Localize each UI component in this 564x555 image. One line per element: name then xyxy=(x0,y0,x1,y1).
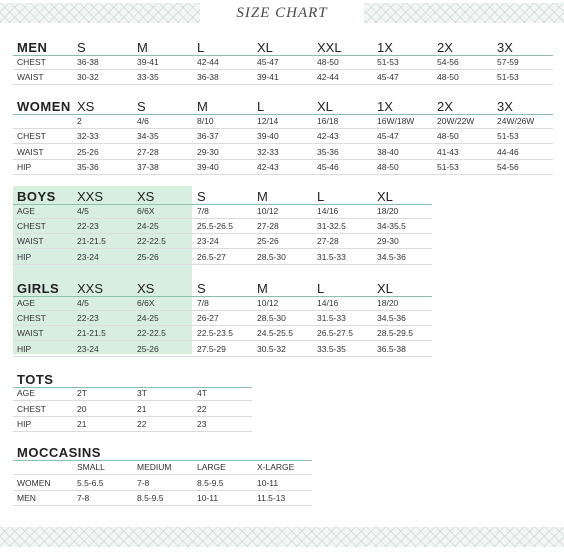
section-title-men: MEN xyxy=(17,40,48,55)
table-cell-men: 42-44 xyxy=(317,72,339,82)
size-header-women: 3X xyxy=(497,99,513,114)
table-cell-girls: 4/5 xyxy=(77,298,89,308)
table-cell-men: 54-56 xyxy=(437,57,459,67)
section-rule-boys xyxy=(13,204,432,205)
table-cell-men: 51-53 xyxy=(377,57,399,67)
section-title-boys: BOYS xyxy=(17,189,56,204)
table-cell-women: 32-33 xyxy=(77,131,99,141)
table-cell-men: 39-41 xyxy=(137,57,159,67)
row-label-girls: CHEST xyxy=(17,313,46,323)
table-cell-women: 2 xyxy=(77,116,82,126)
row-divider xyxy=(13,143,553,144)
size-header-women: 2X xyxy=(437,99,453,114)
size-header-men: L xyxy=(197,40,205,55)
size-header-men: XXL xyxy=(317,40,342,55)
size-header-women: XL xyxy=(317,99,333,114)
table-cell-men: 45-47 xyxy=(257,57,279,67)
table-cell-moccasins: LARGE xyxy=(197,462,226,472)
table-cell-boys: 24-25 xyxy=(137,221,159,231)
row-divider xyxy=(13,84,553,85)
table-cell-boys: 25-26 xyxy=(137,252,159,262)
size-header-women: XS xyxy=(77,99,95,114)
table-cell-women: 35-36 xyxy=(77,162,99,172)
table-cell-boys: 18/20 xyxy=(377,206,399,216)
table-cell-girls: 22-22.5 xyxy=(137,328,166,338)
table-cell-boys: 6/6X xyxy=(137,206,155,216)
section-rule-girls xyxy=(13,296,432,297)
table-cell-boys: 27-28 xyxy=(257,221,279,231)
table-cell-men: 30-32 xyxy=(77,72,99,82)
row-divider xyxy=(13,174,553,175)
table-cell-girls: 22.5-23.5 xyxy=(197,328,233,338)
size-header-men: XL xyxy=(257,40,273,55)
table-cell-boys: 34.5-36 xyxy=(377,252,406,262)
row-label-boys: CHEST xyxy=(17,221,46,231)
table-cell-men: 48-50 xyxy=(437,72,459,82)
table-cell-women: 48-50 xyxy=(437,131,459,141)
table-cell-girls: 33.5-35 xyxy=(317,344,346,354)
table-cell-girls: 18/20 xyxy=(377,298,399,308)
table-cell-men: 51-53 xyxy=(497,72,519,82)
row-divider xyxy=(13,310,432,311)
table-cell-women: 45-47 xyxy=(377,131,399,141)
row-label-tots: CHEST xyxy=(17,404,46,414)
size-header-women: M xyxy=(197,99,208,114)
table-cell-women: 8/10 xyxy=(197,116,214,126)
decorative-band-bottom xyxy=(0,527,564,547)
row-label-tots: HIP xyxy=(17,419,32,429)
table-cell-women: 20W/22W xyxy=(437,116,475,126)
table-cell-men: 39-41 xyxy=(257,72,279,82)
row-label-boys: AGE xyxy=(17,206,35,216)
table-cell-boys: 21-21.5 xyxy=(77,236,106,246)
size-header-men: M xyxy=(137,40,148,55)
table-cell-boys: 23-24 xyxy=(197,236,219,246)
size-header-men: 2X xyxy=(437,40,453,55)
table-cell-women: 35-36 xyxy=(317,147,339,157)
table-cell-moccasins: 10-11 xyxy=(197,493,219,503)
row-divider xyxy=(13,325,432,326)
table-cell-women: 37-38 xyxy=(137,162,159,172)
table-cell-boys: 25.5-26.5 xyxy=(197,221,233,231)
table-cell-women: 48-50 xyxy=(377,162,399,172)
table-cell-women: 42-43 xyxy=(317,131,339,141)
size-header-boys: XXS xyxy=(77,189,104,204)
table-cell-girls: 30.5-32 xyxy=(257,344,286,354)
table-cell-men: 42-44 xyxy=(197,57,219,67)
table-cell-moccasins: MEDIUM xyxy=(137,462,172,472)
size-header-men: S xyxy=(77,40,86,55)
section-rule-moccasins xyxy=(13,460,312,461)
row-label-tots: AGE xyxy=(17,388,35,398)
table-cell-women: 38-40 xyxy=(377,147,399,157)
row-label-moccasins: MEN xyxy=(17,493,36,503)
size-header-girls: S xyxy=(197,281,206,296)
row-divider xyxy=(13,416,252,417)
table-cell-women: 51-53 xyxy=(497,131,519,141)
table-cell-boys: 26.5-27 xyxy=(197,252,226,262)
row-divider xyxy=(13,218,432,219)
row-divider xyxy=(13,474,312,475)
table-cell-moccasins: 7-8 xyxy=(137,478,150,488)
table-cell-girls: 14/16 xyxy=(317,298,339,308)
table-cell-girls: 10/12 xyxy=(257,298,279,308)
table-cell-women: 41-43 xyxy=(437,147,459,157)
table-cell-women: 51-53 xyxy=(437,162,459,172)
size-header-girls: XL xyxy=(377,281,393,296)
row-divider xyxy=(13,505,312,506)
row-label-girls: AGE xyxy=(17,298,35,308)
table-cell-tots: 3T xyxy=(137,388,147,398)
row-label-boys: HIP xyxy=(17,252,32,262)
table-cell-moccasins: 11.5-13 xyxy=(257,493,286,503)
table-cell-girls: 24.5-25.5 xyxy=(257,328,293,338)
table-cell-girls: 6/6X xyxy=(137,298,155,308)
table-cell-women: 25-26 xyxy=(77,147,99,157)
row-label-moccasins: WOMEN xyxy=(17,478,51,488)
table-cell-women: 36-37 xyxy=(197,131,219,141)
table-cell-girls: 31.5-33 xyxy=(317,313,346,323)
row-divider xyxy=(13,340,432,341)
table-cell-women: 39-40 xyxy=(197,162,219,172)
table-cell-tots: 2T xyxy=(77,388,87,398)
table-cell-girls: 21-21.5 xyxy=(77,328,106,338)
size-header-women: 1X xyxy=(377,99,393,114)
row-label-men: WAIST xyxy=(17,72,44,82)
size-header-boys: S xyxy=(197,189,206,204)
table-cell-girls: 24-25 xyxy=(137,313,159,323)
table-cell-women: 44-46 xyxy=(497,147,519,157)
row-divider xyxy=(13,128,553,129)
row-label-girls: HIP xyxy=(17,344,32,354)
table-cell-moccasins: 5.5-6.5 xyxy=(77,478,104,488)
table-cell-girls: 28.5-29.5 xyxy=(377,328,413,338)
table-cell-boys: 28.5-30 xyxy=(257,252,286,262)
table-cell-boys: 23-24 xyxy=(77,252,99,262)
table-cell-girls: 23-24 xyxy=(77,344,99,354)
table-cell-women: 16W/18W xyxy=(377,116,415,126)
row-label-women: CHEST xyxy=(17,131,46,141)
table-cell-women: 16/18 xyxy=(317,116,339,126)
table-cell-girls: 26.5-27.5 xyxy=(317,328,353,338)
section-title-women: WOMEN xyxy=(17,99,71,114)
table-cell-boys: 7/8 xyxy=(197,206,209,216)
row-divider xyxy=(13,233,432,234)
table-cell-boys: 14/16 xyxy=(317,206,339,216)
size-header-men: 3X xyxy=(497,40,513,55)
table-cell-women: 27-28 xyxy=(137,147,159,157)
row-divider xyxy=(13,248,432,249)
table-cell-moccasins: 8.5-9.5 xyxy=(137,493,164,503)
table-cell-moccasins: 10-11 xyxy=(257,478,279,488)
table-cell-moccasins: 7-8 xyxy=(77,493,90,503)
size-header-women: S xyxy=(137,99,146,114)
table-cell-tots: 22 xyxy=(137,419,147,429)
table-cell-women: 4/6 xyxy=(137,116,149,126)
size-header-boys: M xyxy=(257,189,268,204)
table-cell-girls: 26-27 xyxy=(197,313,219,323)
row-label-women: HIP xyxy=(17,162,32,172)
table-cell-tots: 21 xyxy=(77,419,87,429)
table-cell-moccasins: X-LARGE xyxy=(257,462,295,472)
table-cell-women: 54-56 xyxy=(497,162,519,172)
table-cell-women: 24W/26W xyxy=(497,116,535,126)
table-cell-women: 32-33 xyxy=(257,147,279,157)
table-cell-boys: 27-28 xyxy=(317,236,339,246)
table-cell-boys: 4/5 xyxy=(77,206,89,216)
size-header-boys: XS xyxy=(137,189,155,204)
page-title: SIZE CHART xyxy=(200,2,364,24)
table-cell-moccasins: SMALL xyxy=(77,462,105,472)
table-cell-girls: 25-26 xyxy=(137,344,159,354)
table-cell-men: 33-35 xyxy=(137,72,159,82)
table-cell-tots: 22 xyxy=(197,404,207,414)
table-cell-men: 48-50 xyxy=(317,57,339,67)
table-cell-women: 45-46 xyxy=(317,162,339,172)
size-header-girls: L xyxy=(317,281,325,296)
table-cell-tots: 21 xyxy=(137,404,147,414)
table-cell-tots: 4T xyxy=(197,388,207,398)
table-cell-boys: 31.5-33 xyxy=(317,252,346,262)
table-cell-men: 36-38 xyxy=(77,57,99,67)
table-cell-girls: 7/8 xyxy=(197,298,209,308)
table-cell-women: 34-35 xyxy=(137,131,159,141)
section-title-girls: GIRLS xyxy=(17,281,60,296)
row-divider xyxy=(13,356,432,357)
table-cell-boys: 31-32.5 xyxy=(317,221,346,231)
table-cell-tots: 23 xyxy=(197,419,207,429)
row-divider xyxy=(13,490,312,491)
table-cell-moccasins: 8.5-9.5 xyxy=(197,478,224,488)
table-cell-boys: 22-23 xyxy=(77,221,99,231)
table-cell-girls: 36.5-38 xyxy=(377,344,406,354)
row-label-boys: WAIST xyxy=(17,236,44,246)
row-divider xyxy=(13,69,553,70)
row-divider xyxy=(13,264,432,265)
row-divider xyxy=(13,159,553,160)
row-label-women: WAIST xyxy=(17,147,44,157)
table-cell-boys: 34-35.5 xyxy=(377,221,406,231)
table-cell-girls: 28.5-30 xyxy=(257,313,286,323)
size-header-boys: XL xyxy=(377,189,393,204)
section-title-tots: TOTS xyxy=(17,372,54,387)
size-header-boys: L xyxy=(317,189,325,204)
row-label-girls: WAIST xyxy=(17,328,44,338)
table-cell-boys: 10/12 xyxy=(257,206,279,216)
section-rule-tots xyxy=(13,387,252,388)
size-header-girls: M xyxy=(257,281,268,296)
table-cell-women: 39-40 xyxy=(257,131,279,141)
section-title-moccasins: MOCCASINS xyxy=(17,445,101,460)
table-cell-tots: 20 xyxy=(77,404,87,414)
table-cell-girls: 22-23 xyxy=(77,313,99,323)
section-rule-women xyxy=(13,114,553,115)
table-cell-men: 36-38 xyxy=(197,72,219,82)
table-cell-boys: 29-30 xyxy=(377,236,399,246)
table-cell-girls: 34.5-36 xyxy=(377,313,406,323)
table-cell-women: 42-43 xyxy=(257,162,279,172)
table-cell-boys: 25-26 xyxy=(257,236,279,246)
table-cell-women: 12/14 xyxy=(257,116,279,126)
size-header-women: L xyxy=(257,99,265,114)
row-label-men: CHEST xyxy=(17,57,46,67)
section-rule-men xyxy=(13,55,553,56)
table-cell-women: 29-30 xyxy=(197,147,219,157)
table-cell-girls: 27.5-29 xyxy=(197,344,226,354)
size-header-men: 1X xyxy=(377,40,393,55)
row-divider xyxy=(13,431,252,432)
row-divider xyxy=(13,400,252,401)
size-header-girls: XXS xyxy=(77,281,104,296)
table-cell-boys: 22-22.5 xyxy=(137,236,166,246)
table-cell-men: 45-47 xyxy=(377,72,399,82)
table-cell-men: 57-59 xyxy=(497,57,519,67)
size-header-girls: XS xyxy=(137,281,155,296)
